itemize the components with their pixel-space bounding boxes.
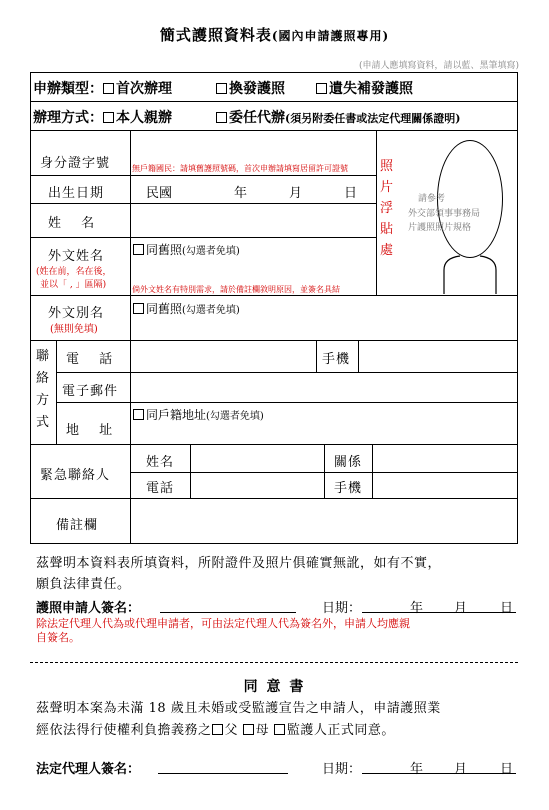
mother-checkbox[interactable]	[243, 724, 254, 735]
email-label: 電子郵件	[62, 384, 119, 399]
foreign-name-sub2: 並以「 , 」區隔)	[40, 280, 107, 290]
mobile-field[interactable]	[359, 341, 517, 372]
lost-option: 遺失補發護照	[316, 78, 413, 98]
birth-era: 民國	[146, 186, 173, 201]
consent-title: 同 意 書	[243, 679, 306, 695]
form-title: 簡式護照資料表(國內申請護照專用)	[159, 26, 390, 44]
remarks-field[interactable]	[131, 499, 517, 543]
name-label: 姓 名	[48, 216, 96, 231]
applicant-date-line[interactable]	[362, 612, 516, 613]
foreign-name-sub1: (姓在前，名在後，	[36, 267, 112, 277]
alias-same-old: 同舊照(勾選者免填)	[133, 300, 240, 317]
photo-hint1: 請參考	[418, 194, 446, 204]
col-divider	[316, 340, 317, 372]
birth-day-unit: 日	[344, 186, 358, 201]
alias-label: 外文別名	[48, 306, 105, 321]
emergency-name-field[interactable]	[191, 445, 323, 472]
applicant-signature-label: 護照申請人簽名：	[36, 601, 141, 616]
emergency-phone-field[interactable]	[191, 473, 323, 498]
legal-rep-date-year: 年	[410, 762, 424, 777]
birth-date-label: 出生日期	[48, 186, 105, 201]
first-time-checkbox[interactable]	[103, 83, 114, 94]
guardian-checkbox[interactable]	[274, 724, 285, 735]
row-divider	[56, 402, 518, 403]
same-household-option: 同戶籍地址(勾選者免填)	[133, 406, 264, 423]
foreign-name-hint: 倘外文姓名有特別需求，請於備註欄敘明原因，並簽名具結	[132, 285, 340, 294]
alias-sub: (無則免填)	[50, 324, 98, 335]
emergency-mobile-label: 手機	[334, 481, 363, 496]
col-divider	[56, 340, 57, 444]
mobile-label: 手機	[322, 352, 351, 367]
name-field[interactable]	[131, 204, 375, 237]
applicant-date-day: 日	[500, 601, 514, 616]
row-divider	[30, 295, 518, 296]
legal-rep-date-day: 日	[500, 762, 514, 777]
method-row: 辦理方式： 本人親辦	[33, 110, 172, 126]
birth-month-unit: 月	[289, 186, 303, 201]
applicant-signature-line[interactable]	[160, 612, 296, 613]
shoulders-outline	[430, 250, 510, 295]
photo-hint2: 外交部領事事務局	[408, 209, 481, 219]
foreign-name-label: 外文姓名	[48, 249, 105, 264]
birth-year-unit: 年	[234, 186, 248, 201]
renewal-option: 換發護照	[216, 78, 285, 98]
applicant-date-year: 年	[410, 601, 424, 616]
same-household-checkbox[interactable]	[133, 409, 144, 420]
lost-checkbox[interactable]	[316, 83, 327, 94]
father-checkbox[interactable]	[212, 724, 223, 735]
photo-hint3: 片護照照片規格	[408, 223, 472, 233]
legal-rep-date-label: 日期：	[322, 762, 362, 777]
declaration-line2: 願負法律責任。	[36, 577, 131, 592]
legal-rep-date-month: 月	[454, 762, 468, 777]
legal-rep-signature-line[interactable]	[158, 773, 288, 774]
method-label: 辦理方式：	[33, 110, 103, 126]
apply-type-row: 申辦類型： 首次辦理	[33, 81, 172, 97]
emergency-label: 緊急聯絡人	[40, 468, 111, 483]
foreign-name-same-old: 同舊照(勾選者免填)	[133, 241, 240, 258]
remarks-label: 備註欄	[56, 518, 99, 533]
legal-rep-date-line[interactable]	[362, 773, 516, 774]
col-divider	[376, 130, 377, 295]
applicant-date-label: 日期：	[322, 601, 362, 616]
consent-line2: 經依法得行使權利負擔義務之 父 母 監護人正式同意。	[36, 723, 395, 738]
apply-type-label: 申辦類型：	[33, 81, 103, 97]
contact-side-label: 聯 絡 方 式	[36, 349, 51, 430]
id-number-label: 身分證字號	[40, 156, 111, 171]
emergency-name-label: 姓名	[146, 455, 175, 470]
in-person-checkbox[interactable]	[103, 112, 114, 123]
emergency-relation-label: 關係	[334, 455, 363, 470]
row-divider	[30, 237, 376, 238]
row-divider	[30, 101, 518, 102]
consent-line1: 茲聲明本案為未滿 18 歲且未婚或受監護宣告之申請人，申請護照業	[36, 701, 441, 716]
id-number-hint: 無戶籍國民：請填舊護照號碼，首次申辦請填寫居留許可證號	[132, 164, 348, 173]
phone-label: 電 話	[66, 352, 114, 367]
photo-outline[interactable]	[437, 140, 503, 258]
phone-field[interactable]	[131, 341, 315, 372]
section-separator	[30, 662, 518, 663]
emergency-mobile-field[interactable]	[373, 473, 517, 498]
declaration-line1: 茲聲明本資料表所填資料，所附證件及照片俱確實無訛，如有不實，	[36, 556, 442, 571]
signature-note-line1: 除法定代理人代為或代理申請者，可由法定代理人代為簽名外，申請人均應親	[36, 617, 410, 630]
proxy-checkbox[interactable]	[216, 112, 227, 123]
photo-area-label: 照 片 浮 貼 處	[380, 159, 394, 258]
alias-same-old-checkbox[interactable]	[133, 303, 144, 314]
col-divider	[324, 444, 325, 498]
emergency-phone-label: 電話	[146, 481, 175, 496]
renewal-checkbox[interactable]	[216, 83, 227, 94]
foreign-name-same-old-checkbox[interactable]	[133, 244, 144, 255]
legal-rep-signature-label: 法定代理人簽名：	[36, 762, 141, 777]
signature-note-line2: 自簽名。	[36, 631, 80, 644]
fill-instruction: (申請人應填寫資料，請以藍、黑筆填寫)	[358, 61, 519, 71]
proxy-option: 委任代辦(須另附委任書或法定代理關係證明)	[216, 107, 460, 127]
emergency-relation-field[interactable]	[373, 445, 517, 472]
applicant-date-month: 月	[454, 601, 468, 616]
address-label: 地 址	[66, 423, 114, 438]
id-number-field[interactable]	[131, 131, 375, 161]
email-field[interactable]	[131, 373, 517, 402]
